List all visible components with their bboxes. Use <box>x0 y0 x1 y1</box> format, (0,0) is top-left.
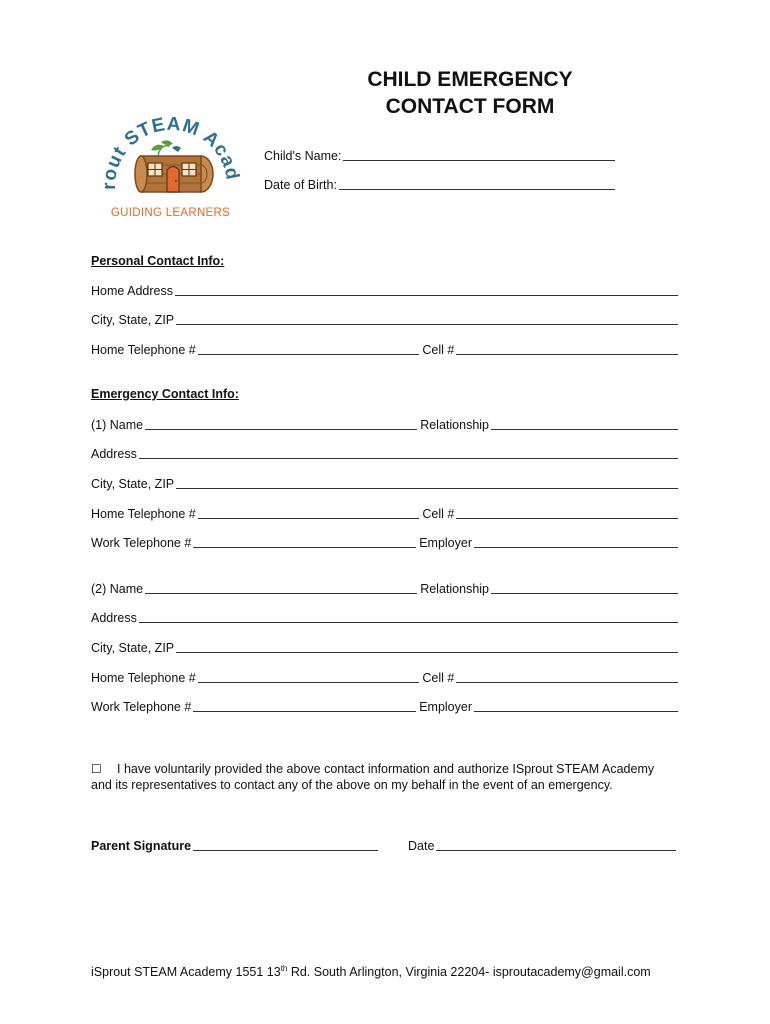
contact2-home-tel-line[interactable] <box>198 681 420 683</box>
log-house-icon <box>135 140 213 192</box>
contact2-address-line[interactable] <box>139 621 678 623</box>
contact2-name-line[interactable] <box>145 592 417 594</box>
contact1-relationship-line[interactable] <box>491 428 678 430</box>
contact2-phone-row <box>91 670 681 686</box>
contact1-relationship-label: Relationship <box>420 418 489 432</box>
contact1-address-line[interactable] <box>139 457 678 459</box>
personal-home-tel-label: Home Telephone # <box>91 343 196 357</box>
contact2-employer-label: Employer <box>419 700 472 714</box>
childs-name-field[interactable] <box>264 148 618 164</box>
contact2-cell-label: Cell # <box>422 671 455 685</box>
signature-date-line[interactable] <box>436 849 676 851</box>
home-address-line[interactable] <box>175 294 678 296</box>
contact2-city-field[interactable] <box>91 640 681 656</box>
contact1-work-tel-label: Work Telephone # <box>91 536 192 550</box>
contact1-work-row <box>91 535 681 551</box>
contact2-relationship-line[interactable] <box>491 592 678 594</box>
contact1-city-line[interactable] <box>176 487 678 489</box>
consent-block <box>91 762 691 792</box>
consent-checkbox[interactable]: ☐ <box>91 762 102 776</box>
parent-signature-line[interactable] <box>193 849 378 851</box>
contact2-work-tel-label: Work Telephone # <box>91 700 192 714</box>
title-line-1: CHILD EMERGENCY <box>367 68 573 91</box>
footer-superscript: th <box>280 964 288 973</box>
contact1-home-tel-label: Home Telephone # <box>91 507 196 521</box>
personal-cell-line[interactable] <box>456 353 678 355</box>
signature-date-field[interactable] <box>408 838 679 854</box>
emergency-heading: Emergency Contact Info: <box>91 387 239 401</box>
personal-city-line[interactable] <box>176 323 678 325</box>
contact1-name-row <box>91 417 681 433</box>
contact1-phone-row <box>91 506 681 522</box>
footer-part-2: Rd. South Arlington, Virginia 22204- isproutacademy@gmail.com <box>287 965 651 980</box>
contact2-work-tel-line[interactable] <box>193 710 416 712</box>
contact1-home-tel-line[interactable] <box>198 517 420 519</box>
consent-line-1: I have voluntarily provided the above contact information and authorize ISprout STEAM Academy <box>117 762 655 776</box>
childs-name-label: Child's Name: <box>264 149 342 163</box>
contact2-city-line[interactable] <box>176 651 678 653</box>
parent-signature-label: Parent Signature <box>91 839 192 853</box>
contact2-name-label: (2) Name <box>91 582 144 596</box>
personal-city-label: City, State, ZIP <box>91 313 175 327</box>
contact1-employer-line[interactable] <box>474 546 678 548</box>
personal-heading: Personal Contact Info: <box>91 254 225 268</box>
consent-line-2: and its representatives to contact any of the above on my behalf in the event of an emergency. <box>91 778 613 792</box>
contact1-cell-label: Cell # <box>422 507 455 521</box>
dob-field[interactable] <box>264 177 618 193</box>
academy-logo <box>88 86 253 226</box>
contact1-address-field[interactable] <box>91 446 681 462</box>
contact2-employer-line[interactable] <box>474 710 678 712</box>
home-address-label: Home Address <box>91 284 173 298</box>
footer-part-1: iSprout STEAM Academy 1551 13 <box>91 965 281 980</box>
contact2-work-row <box>91 699 681 715</box>
contact1-employer-label: Employer <box>419 536 472 550</box>
contact2-address-field[interactable] <box>91 610 681 626</box>
contact1-address-label: Address <box>91 447 137 461</box>
logo-graphic <box>88 86 253 226</box>
contact1-cell-line[interactable] <box>456 517 678 519</box>
contact2-home-tel-label: Home Telephone # <box>91 671 196 685</box>
contact2-city-label: City, State, ZIP <box>91 641 175 655</box>
logo-tagline: GUIDING LEARNERS <box>110 207 231 219</box>
contact1-name-line[interactable] <box>145 428 417 430</box>
home-address-field[interactable] <box>91 283 681 299</box>
contact1-city-field[interactable] <box>91 476 681 492</box>
personal-cell-label: Cell # <box>422 343 455 357</box>
footer-address <box>91 964 651 979</box>
signature-date-label: Date <box>408 839 435 853</box>
dob-line[interactable] <box>339 188 615 190</box>
contact2-name-row <box>91 581 681 597</box>
contact2-relationship-label: Relationship <box>420 582 489 596</box>
contact1-name-label: (1) Name <box>91 418 144 432</box>
contact1-work-tel-line[interactable] <box>193 546 416 548</box>
personal-city-field[interactable] <box>91 312 681 328</box>
personal-phone-row <box>91 342 681 358</box>
contact2-address-label: Address <box>91 611 137 625</box>
contact2-cell-line[interactable] <box>456 681 678 683</box>
personal-home-tel-line[interactable] <box>198 353 420 355</box>
childs-name-line[interactable] <box>343 159 615 161</box>
form-title <box>300 66 640 120</box>
title-line-2: CONTACT FORM <box>385 95 555 118</box>
dob-label: Date of Birth: <box>264 178 337 192</box>
contact1-city-label: City, State, ZIP <box>91 477 175 491</box>
parent-signature-field[interactable] <box>91 838 381 854</box>
logo-arc-text: rout STEAM Acad <box>98 113 243 190</box>
